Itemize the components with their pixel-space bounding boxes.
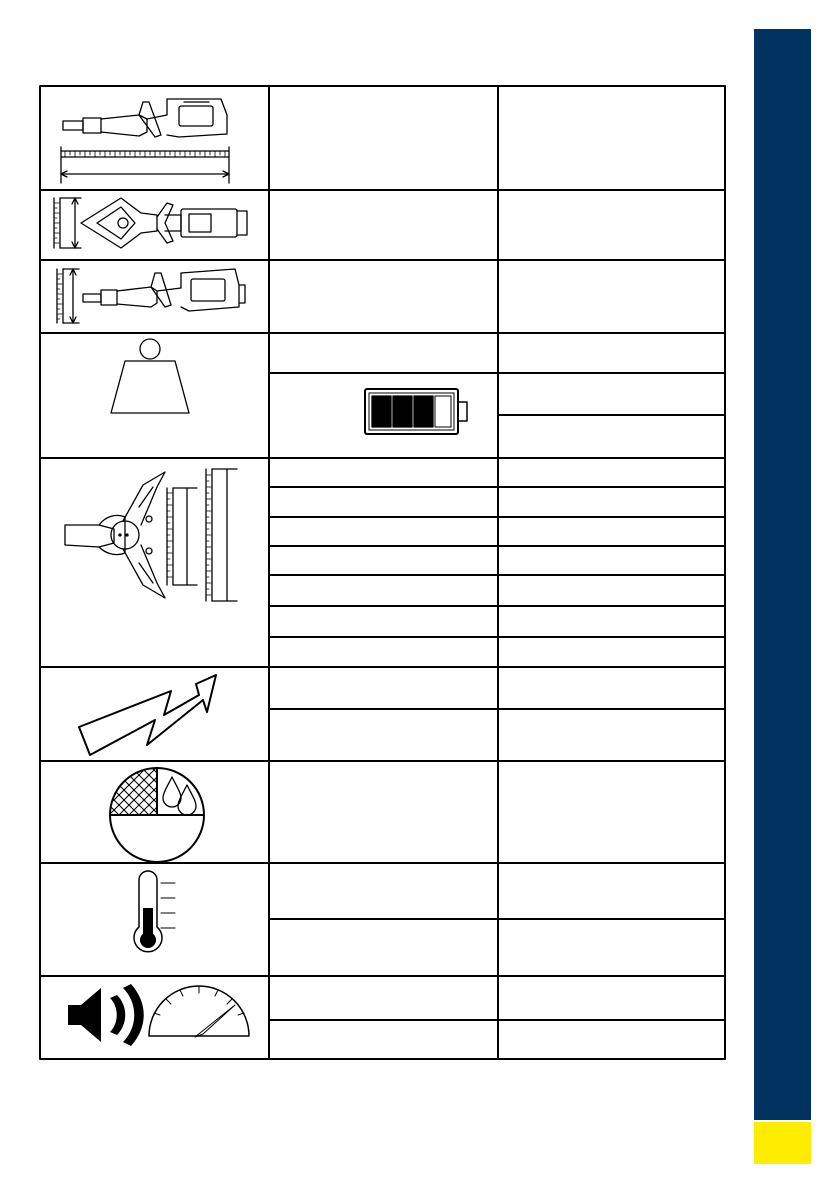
tool-length-ruler-icon [61,99,229,183]
ip-dust-water-protection-icon [99,765,204,862]
side-tab-marker [754,1122,811,1164]
tool-width-ruler-icon [54,198,247,248]
tool-height-ruler-icon [57,269,245,323]
specification-table [39,85,726,1060]
table-grid [40,86,725,1059]
side-color-bar [754,29,811,1120]
spreader-arms-opening-icon [65,469,237,601]
sound-level-gauge-icon [68,984,249,1046]
force-arrow-icon [79,675,216,755]
weight-icon [111,339,189,413]
battery-icon [365,389,467,434]
thermometer-icon [134,871,175,952]
